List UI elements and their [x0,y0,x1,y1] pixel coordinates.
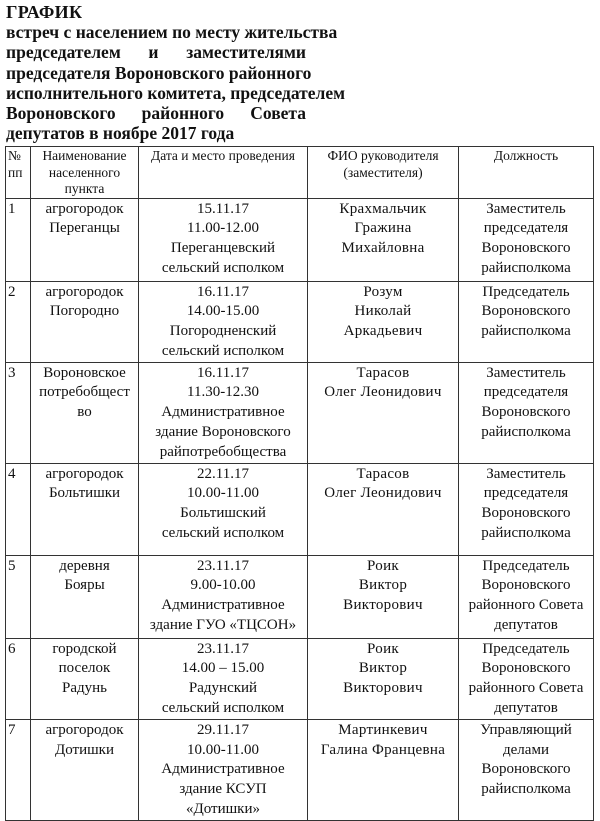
header-position [459,147,594,199]
date-venue-cell [139,198,308,281]
table-row [6,281,594,362]
date-venue-cell [139,555,308,638]
row-number: 2 [6,281,31,362]
settlement-cell [31,555,139,638]
official-position: Председатель [482,640,570,657]
official-position: райисполкома [481,424,571,441]
header-date-venue [139,147,308,199]
header-text: Дата и место проведения [151,148,295,163]
official-position: Заместитель [486,364,566,381]
settlement-name: деревня [59,557,110,574]
header-person [308,147,459,199]
meeting-venue: сельский исполком [161,259,285,276]
official-position: Вороновского [481,404,571,421]
official-name-cell [308,719,459,820]
settlement-name: потребобщест [39,384,130,401]
date-venue-cell [139,362,308,463]
position-cell [459,719,594,820]
official-position: райисполкома [481,323,571,340]
official-position: Вороновского [481,240,571,257]
table-row [6,719,594,820]
meeting-date: 23.11.17 [197,557,249,574]
meeting-venue: райпотребобщества [159,443,287,460]
official-position: Вороновского [481,761,571,778]
settlement-name: агрогородок [45,721,124,738]
meeting-date: 15.11.17 [197,200,249,217]
header-place [31,147,139,199]
official-position: Председатель [482,557,570,574]
meeting-time: 10.00-11.00 [187,485,259,502]
official-position: районного Совета [468,597,584,614]
official-name: Крахмальчик [339,200,427,217]
subtitle-line: встреч с населением по месту жительства [6,22,338,43]
table-row [6,555,594,638]
meeting-venue: Погородненский [169,323,277,340]
meeting-date: 22.11.17 [197,465,249,482]
date-venue-cell [139,281,308,362]
settlement-name: агрогородок [45,283,124,300]
table-row [6,362,594,463]
official-name: Виктор [358,660,408,677]
official-position: председателя [483,485,569,502]
official-name: Гражина [354,220,412,237]
meeting-date: 16.11.17 [197,283,249,300]
date-venue-cell [139,719,308,820]
official-position: Заместитель [486,465,566,482]
meeting-time: 11.00-12.00 [187,220,259,237]
official-name: Галина Францевна [320,741,446,758]
header-text: Наименование [42,148,127,163]
settlement-name: Больтишки [48,485,121,502]
official-position: Председатель [482,283,570,300]
subtitle-line: депутатов в ноябре 2017 года [6,123,235,144]
settlement-cell [31,463,139,555]
official-name-cell [308,281,459,362]
settlement-name: во [77,404,92,421]
row-number: 4 [6,463,31,555]
official-name-cell [308,638,459,719]
position-cell [459,555,594,638]
official-position: депутатов [494,617,558,634]
settlement-cell [31,638,139,719]
official-name: Викторович [343,680,423,697]
position-cell [459,362,594,463]
meeting-venue: Переганцевский [170,240,276,257]
date-venue-cell [139,638,308,719]
official-name: Олег Леонидович [324,384,442,401]
settlement-cell [31,719,139,820]
header-text: населенного [48,164,121,180]
meeting-venue: Больтишский [180,505,266,522]
meeting-venue: здание Вороновского [155,424,291,441]
header-text: пп [8,164,23,180]
header-text: (заместителя) [343,164,423,180]
header-text: Должность [493,148,559,163]
table-row [6,463,594,555]
table-row [6,638,594,719]
official-name: Олег Леонидович [324,485,442,502]
official-name: Виктор [358,577,408,594]
official-position: Управляющий [480,721,572,738]
settlement-name: агрогородок [45,465,124,482]
document-heading [6,2,346,144]
official-name: Роик [367,557,399,574]
position-cell [459,198,594,281]
row-number: 6 [6,638,31,719]
meeting-date: 16.11.17 [197,364,249,381]
position-cell [459,463,594,555]
meeting-time: 14.00 – 15.00 [181,660,265,677]
official-position: Заместитель [486,200,566,217]
official-position: председателя [483,220,569,237]
meeting-venue: здание КСУП [179,781,267,798]
official-position: Вороновского [481,505,571,522]
official-name: Аркадьевич [343,323,423,340]
settlement-cell [31,198,139,281]
official-position: райисполкома [481,525,571,542]
subtitle-line: председателя Вороновского районного [6,62,312,83]
subtitle-line: председателем и заместителями [6,42,306,63]
official-name: Розум [363,283,403,300]
official-name: Тарасов [356,465,410,482]
official-name-cell [308,555,459,638]
official-position: председателя [483,384,569,401]
subtitle-line: Вороновского районного Совета [6,103,306,124]
header-number [6,147,31,199]
official-position: Вороновского [481,303,571,320]
settlement-name: Радунь [62,680,107,697]
official-name: Роик [367,640,399,657]
official-name-cell [308,362,459,463]
official-name-cell [308,198,459,281]
official-name: Михайловна [341,240,425,257]
meeting-venue: Административное [161,597,285,614]
official-position: Вороновского [481,577,571,594]
meeting-venue: Административное [161,404,285,421]
meeting-venue: Административное [161,761,285,778]
meeting-time: 11.30-12.30 [187,384,259,401]
meeting-venue: Радунский [188,680,258,697]
official-position: делами [503,741,549,758]
official-name-cell [308,463,459,555]
official-position: райисполкома [481,781,571,798]
header-text: пункта [64,181,105,196]
table-header-row [6,147,594,199]
row-number: 1 [6,198,31,281]
meeting-time: 14.00-15.00 [186,303,260,320]
settlement-name: Вороновское [43,364,126,381]
row-number: 7 [6,719,31,820]
meeting-date: 23.11.17 [197,640,249,657]
settlement-name: Бояры [64,577,105,594]
meeting-venue: «Дотишки» [186,801,260,818]
row-number: 5 [6,555,31,638]
table-row [6,198,594,281]
meeting-venue: сельский исполком [161,525,285,542]
settlement-name: поселок [58,660,111,677]
position-cell [459,281,594,362]
settlement-name: Погородно [49,303,120,320]
meeting-time: 9.00-10.00 [190,577,256,594]
settlement-name: агрогородок [45,200,124,217]
settlement-cell [31,362,139,463]
header-text: ФИО руководителя [327,148,439,163]
official-name: Тарасов [356,364,410,381]
subtitle-line: исполнительного комитета, председателем [6,82,346,103]
meeting-venue: сельский исполком [161,342,285,359]
official-name: Николай [354,303,412,320]
meeting-venue: здание ГУО «ТЦСОН» [149,617,297,634]
official-position: райисполкома [481,259,571,276]
official-name: Мартинкевич [338,721,428,738]
document-title: ГРАФИК [6,2,83,22]
settlement-cell [31,281,139,362]
date-venue-cell [139,463,308,555]
official-position: районного Совета [468,680,584,697]
settlement-name: Дотишки [55,741,114,758]
official-position: депутатов [494,700,558,717]
row-number: 3 [6,362,31,463]
schedule-table [5,146,594,821]
meeting-date: 29.11.17 [197,721,249,738]
official-name: Викторович [343,597,423,614]
header-text: № [8,148,21,163]
settlement-name: Переганцы [49,220,120,237]
settlement-name: городской [52,640,117,657]
position-cell [459,638,594,719]
official-position: Вороновского [481,660,571,677]
meeting-time: 10.00-11.00 [187,741,259,758]
meeting-venue: сельский исполком [161,700,285,717]
